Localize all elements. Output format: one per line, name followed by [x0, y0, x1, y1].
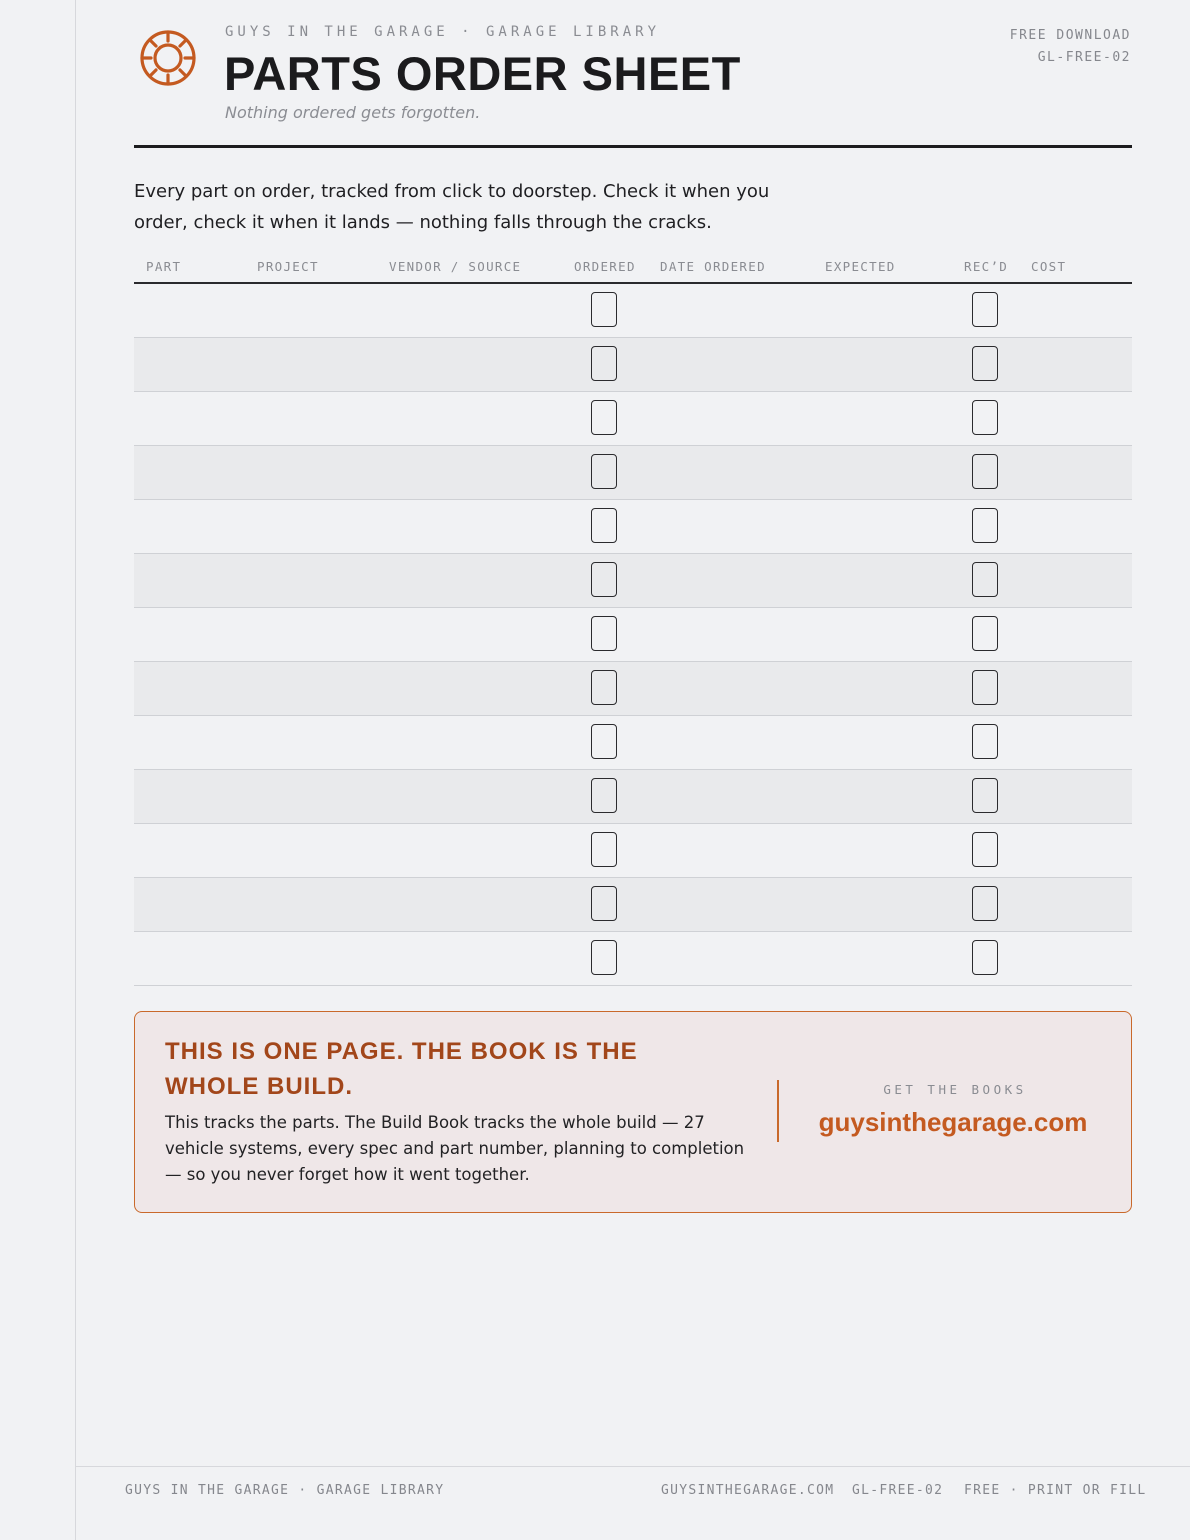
table-row	[134, 932, 1132, 986]
received-checkbox[interactable]	[972, 508, 998, 543]
received-checkbox[interactable]	[972, 616, 998, 651]
column-header-date-ordered: DATE ORDERED	[660, 259, 766, 274]
promo-box	[134, 1011, 1132, 1213]
brand-line: GUYS IN THE GARAGE · GARAGE LIBRARY	[225, 24, 661, 40]
table-row	[134, 716, 1132, 770]
column-header-project: PROJECT	[257, 259, 319, 274]
table-body	[134, 284, 1132, 986]
received-checkbox[interactable]	[972, 562, 998, 597]
column-header-part: PART	[146, 259, 182, 274]
table-header	[134, 256, 1132, 284]
ordered-checkbox[interactable]	[591, 670, 617, 705]
footer-divider	[75, 1466, 1190, 1467]
ordered-checkbox[interactable]	[591, 616, 617, 651]
promo-heading: THIS IS ONE PAGE. THE BOOK IS THE WHOLE BUILD.	[165, 1038, 638, 1100]
cta-label: GET THE BOOKS	[883, 1082, 1027, 1097]
ordered-checkbox[interactable]	[591, 292, 617, 327]
table-row	[134, 392, 1132, 446]
ordered-checkbox[interactable]	[591, 778, 617, 813]
received-checkbox[interactable]	[972, 832, 998, 867]
footer-brand: GUYS IN THE GARAGE · GARAGE LIBRARY	[125, 1483, 445, 1498]
table-row	[134, 770, 1132, 824]
ordered-checkbox[interactable]	[591, 562, 617, 597]
gear-icon	[138, 28, 198, 88]
parts-order-table	[134, 256, 1132, 986]
ordered-checkbox[interactable]	[591, 400, 617, 435]
ordered-checkbox[interactable]	[591, 940, 617, 975]
promo-divider	[777, 1080, 779, 1142]
footer-code: GL-FREE-02	[852, 1483, 944, 1498]
table-row	[134, 608, 1132, 662]
column-header-expected: EXPECTED	[825, 259, 896, 274]
free-download-label: FREE DOWNLOAD	[1009, 28, 1131, 43]
received-checkbox[interactable]	[972, 778, 998, 813]
received-checkbox[interactable]	[972, 454, 998, 489]
received-checkbox[interactable]	[972, 724, 998, 759]
tagline: Nothing ordered gets forgotten.	[225, 103, 481, 122]
table-row	[134, 446, 1132, 500]
table-row	[134, 662, 1132, 716]
received-checkbox[interactable]	[972, 346, 998, 381]
page-title: PARTS ORDER SHEET	[224, 47, 741, 100]
table-row	[134, 500, 1132, 554]
column-header-vendor: VENDOR / SOURCE	[389, 259, 522, 274]
column-header-ordered: ORDERED	[574, 259, 636, 274]
ordered-checkbox[interactable]	[591, 886, 617, 921]
column-header-cost: COST	[1031, 259, 1067, 274]
footer-note: FREE · PRINT OR FILL	[964, 1483, 1147, 1498]
download-info	[1010, 25, 1131, 69]
received-checkbox[interactable]	[972, 292, 998, 327]
page-margin-line	[75, 0, 76, 1540]
promo-body: This tracks the parts. The Build Book tracks the whole build — 27 vehicle systems, every spec and part number, planning to completion — so you never forget how it went together.	[165, 1113, 745, 1184]
ordered-checkbox[interactable]	[591, 508, 617, 543]
received-checkbox[interactable]	[972, 886, 998, 921]
ordered-checkbox[interactable]	[591, 454, 617, 489]
received-checkbox[interactable]	[972, 400, 998, 435]
intro-text: Every part on order, tracked from click to doorstep. Check it when you order, check it when it lands — nothing falls through the cracks.	[134, 181, 770, 233]
received-checkbox[interactable]	[972, 670, 998, 705]
ordered-checkbox[interactable]	[591, 724, 617, 759]
ordered-checkbox[interactable]	[591, 346, 617, 381]
document-code: GL-FREE-02	[1037, 50, 1131, 65]
table-row	[134, 878, 1132, 932]
table-row	[134, 284, 1132, 338]
received-checkbox[interactable]	[972, 940, 998, 975]
table-row	[134, 338, 1132, 392]
header-divider	[134, 145, 1132, 148]
footer-site: GUYSINTHEGARAGE.COM	[661, 1483, 835, 1498]
table-row	[134, 824, 1132, 878]
column-header-received: REC’D	[964, 259, 1009, 274]
ordered-checkbox[interactable]	[591, 832, 617, 867]
table-row	[134, 554, 1132, 608]
website-link[interactable]: guysinthegarage.com	[818, 1107, 1088, 1137]
